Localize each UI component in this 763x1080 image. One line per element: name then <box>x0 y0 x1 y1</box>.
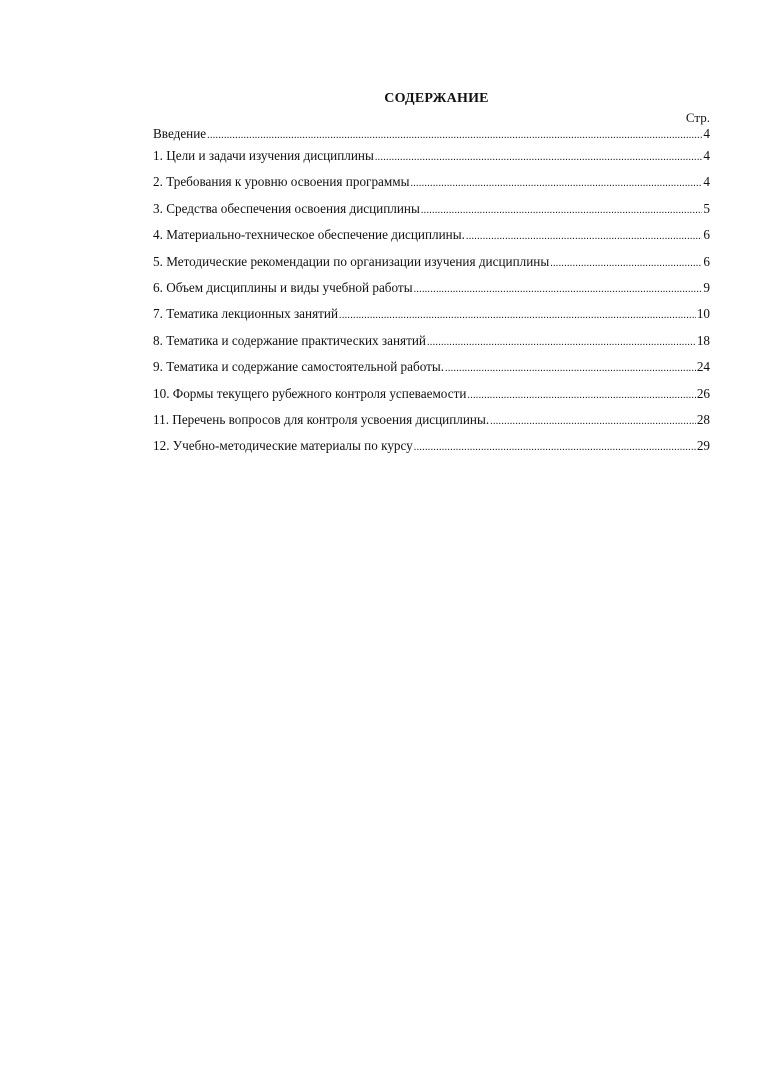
toc-title: СОДЕРЖАНИЕ <box>384 91 489 106</box>
toc-entry-page: 4 <box>703 148 710 163</box>
toc-entry-title: Введение <box>153 126 207 141</box>
toc-dot-leader <box>466 231 703 242</box>
toc-dot-leader <box>427 337 696 348</box>
toc-dot-leader <box>467 390 695 401</box>
toc-entry <box>153 306 710 332</box>
toc-entry-page: 9 <box>703 279 710 295</box>
toc-entry-title: 4. Материально-техническое обеспечение дисциплины. <box>153 227 465 243</box>
table-of-contents <box>153 90 710 465</box>
toc-entry-page: 5 <box>703 200 710 216</box>
toc-entry-page: 24 <box>696 359 710 375</box>
toc-entry-title: 9. Тематика и содержание самостоятельной работы. <box>153 359 445 375</box>
toc-entry-page: 4 <box>703 126 710 141</box>
toc-entry-page: 4 <box>703 174 710 190</box>
toc-entry <box>153 227 710 253</box>
toc-entry <box>153 280 710 306</box>
toc-entry <box>153 254 710 280</box>
toc-entry <box>153 174 710 200</box>
toc-entry-title: 2. Требования к уровню освоения программы <box>153 174 410 190</box>
toc-entry-title: 7. Тематика лекционных занятий <box>153 306 339 322</box>
toc-entry-title: 3. Средства обеспечения освоения дисциплины <box>153 200 420 216</box>
toc-dot-leader <box>550 258 702 269</box>
toc-dot-leader <box>414 284 703 295</box>
toc-entry-title: 11. Перечень вопросов для контроля усвоения дисциплины. <box>153 411 490 427</box>
toc-entry-title: 8. Тематика и содержание практических занятий <box>153 332 426 348</box>
toc-entry-page: 6 <box>703 227 710 243</box>
toc-entry-page: 6 <box>703 253 710 269</box>
toc-entry-page: 29 <box>696 438 710 454</box>
toc-dot-leader <box>421 205 703 216</box>
toc-entry-page: 26 <box>696 385 710 401</box>
toc-entry <box>153 126 710 148</box>
toc-dot-leader <box>375 152 703 163</box>
toc-entry-page: 28 <box>696 411 710 427</box>
toc-dot-leader <box>207 130 702 141</box>
toc-dot-leader <box>410 178 702 189</box>
toc-dot-leader <box>490 416 696 427</box>
toc-list <box>153 126 710 465</box>
toc-entry <box>153 333 710 359</box>
toc-entry-page: 10 <box>696 306 710 322</box>
page-column-label: Стр. <box>685 110 710 125</box>
toc-entry-title: 5. Методические рекомендации по организации изучения дисциплины <box>153 253 550 269</box>
toc-entry-title: 12. Учебно-методические материалы по курсу <box>153 438 413 454</box>
toc-entry-title: 1. Цели и задачи изучения дисциплины <box>153 148 374 163</box>
toc-dot-leader <box>339 310 696 321</box>
toc-entry <box>153 386 710 412</box>
toc-entry <box>153 359 710 385</box>
toc-entry <box>153 201 710 227</box>
toc-dot-leader <box>445 363 696 374</box>
toc-entry <box>153 438 710 464</box>
toc-dot-leader <box>414 442 696 453</box>
toc-entry-title: 10. Формы текущего рубежного контроля успеваемости <box>153 385 467 401</box>
toc-entry-title: 6. Объем дисциплины и виды учебной работы <box>153 279 413 295</box>
toc-entry <box>153 148 710 174</box>
toc-entry-page: 18 <box>696 332 710 348</box>
toc-entry <box>153 412 710 438</box>
